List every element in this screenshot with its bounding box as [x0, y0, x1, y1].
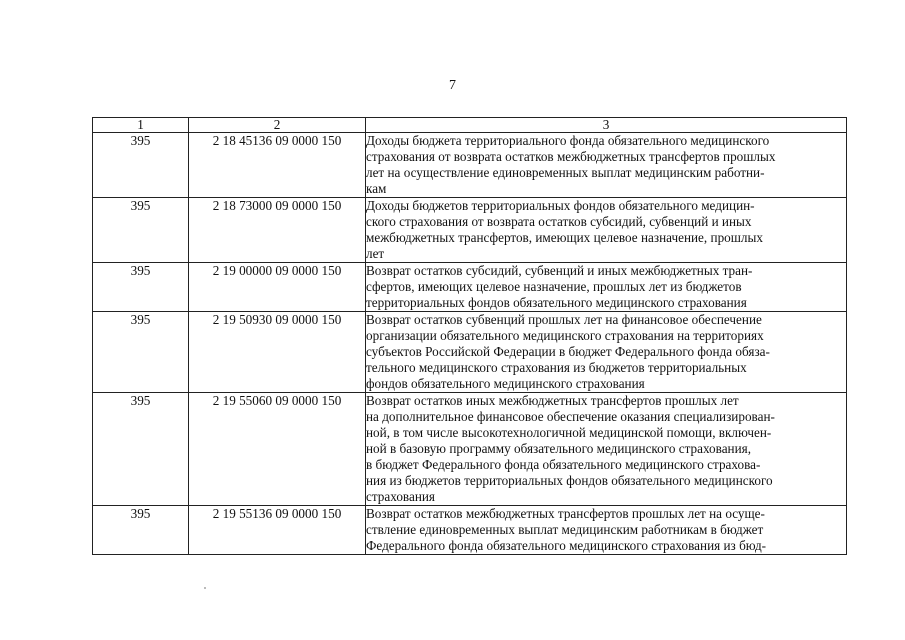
description-line: межбюджетных трансфертов, имеющих целевое назначение, прошлых: [366, 230, 763, 245]
description-line: ствление единовременных выплат медицинским работникам в бюджет: [366, 522, 764, 537]
description-line: лет: [366, 246, 385, 261]
header-col-1: 1: [93, 118, 189, 133]
description-line: организации обязательного медицинского страхования на территориях: [366, 328, 764, 343]
description-cell: [366, 198, 847, 263]
description-line: Возврат остатков субвенций прошлых лет на финансовое обеспечение: [366, 312, 762, 327]
description-line: фондов обязательного медицинского страхования: [366, 376, 645, 391]
budget-code-cell: 2 18 45136 09 0000 150: [189, 133, 366, 198]
header-row: [93, 118, 847, 133]
description-line: Возврат остатков межбюджетных трансфертов прошлых лет на осуще-: [366, 506, 765, 521]
description-cell: [366, 263, 847, 312]
description-cell: [366, 312, 847, 393]
header-col-3: 3: [366, 118, 847, 133]
description-line: ной в базовую программу обязательного медицинского страхования,: [366, 441, 752, 456]
page-number: 7: [449, 78, 456, 93]
description-line: в бюджет Федерального фонда обязательного медицинского страхова-: [366, 457, 761, 472]
budget-code-cell: 2 19 55136 09 0000 150: [189, 506, 366, 555]
budget-classification-table: [92, 117, 847, 555]
table-header: [93, 118, 847, 133]
description-line: Возврат остатков субсидий, субвенций и иных межбюджетных тран-: [366, 263, 753, 278]
description-line: на дополнительное финансовое обеспечение оказания специализирован-: [366, 409, 775, 424]
description-line: Возврат остатков иных межбюджетных трансфертов прошлых лет: [366, 393, 739, 408]
header-col-2: 2: [189, 118, 366, 133]
description-line: страхования от возврата остатков межбюджетных трансфертов прошлых: [366, 149, 776, 164]
admin-code-cell: 395: [93, 198, 189, 263]
admin-code-cell: 395: [93, 312, 189, 393]
description-line: тельного медицинского страхования из бюджетов территориальных: [366, 360, 747, 375]
table-row: [93, 506, 847, 555]
table-row: [93, 133, 847, 198]
description-line: Федерального фонда обязательного медицинского страхования из бюд-: [366, 538, 767, 553]
table-row: [93, 393, 847, 506]
description-line: сфертов, имеющих целевое назначение, прошлых лет из бюджетов: [366, 279, 742, 294]
description-line: кам: [366, 181, 387, 196]
admin-code-cell: 395: [93, 393, 189, 506]
description-line: ского страхования от возврата остатков субсидий, субвенций и иных: [366, 214, 752, 229]
description-line: лет на осуществление единовременных выплат медицинским работни-: [366, 165, 765, 180]
admin-code-cell: 395: [93, 133, 189, 198]
budget-code-cell: 2 19 55060 09 0000 150: [189, 393, 366, 506]
table-body: [93, 133, 847, 555]
description-cell: [366, 506, 847, 555]
table-row: [93, 312, 847, 393]
scan-speck: [204, 587, 206, 589]
table-row: [93, 263, 847, 312]
description-line: территориальных фондов обязательного медицинского страхования: [366, 295, 747, 310]
description-line: страхования: [366, 489, 435, 504]
budget-code-cell: 2 18 73000 09 0000 150: [189, 198, 366, 263]
budget-code-cell: 2 19 00000 09 0000 150: [189, 263, 366, 312]
description-cell: [366, 393, 847, 506]
admin-code-cell: 395: [93, 506, 189, 555]
description-line: Доходы бюджетов территориальных фондов обязательного медицин-: [366, 198, 755, 213]
admin-code-cell: 395: [93, 263, 189, 312]
table-row: [93, 198, 847, 263]
description-line: ния из бюджетов территориальных фондов обязательного медицинского: [366, 473, 773, 488]
description-line: субъектов Российской Федерации в бюджет Федерального фонда обяза-: [366, 344, 770, 359]
description-line: ной, в том числе высокотехнологичной медицинской помощи, включен-: [366, 425, 772, 440]
description-line: Доходы бюджета территориального фонда обязательного медицинского: [366, 133, 770, 148]
description-cell: [366, 133, 847, 198]
budget-code-cell: 2 19 50930 09 0000 150: [189, 312, 366, 393]
